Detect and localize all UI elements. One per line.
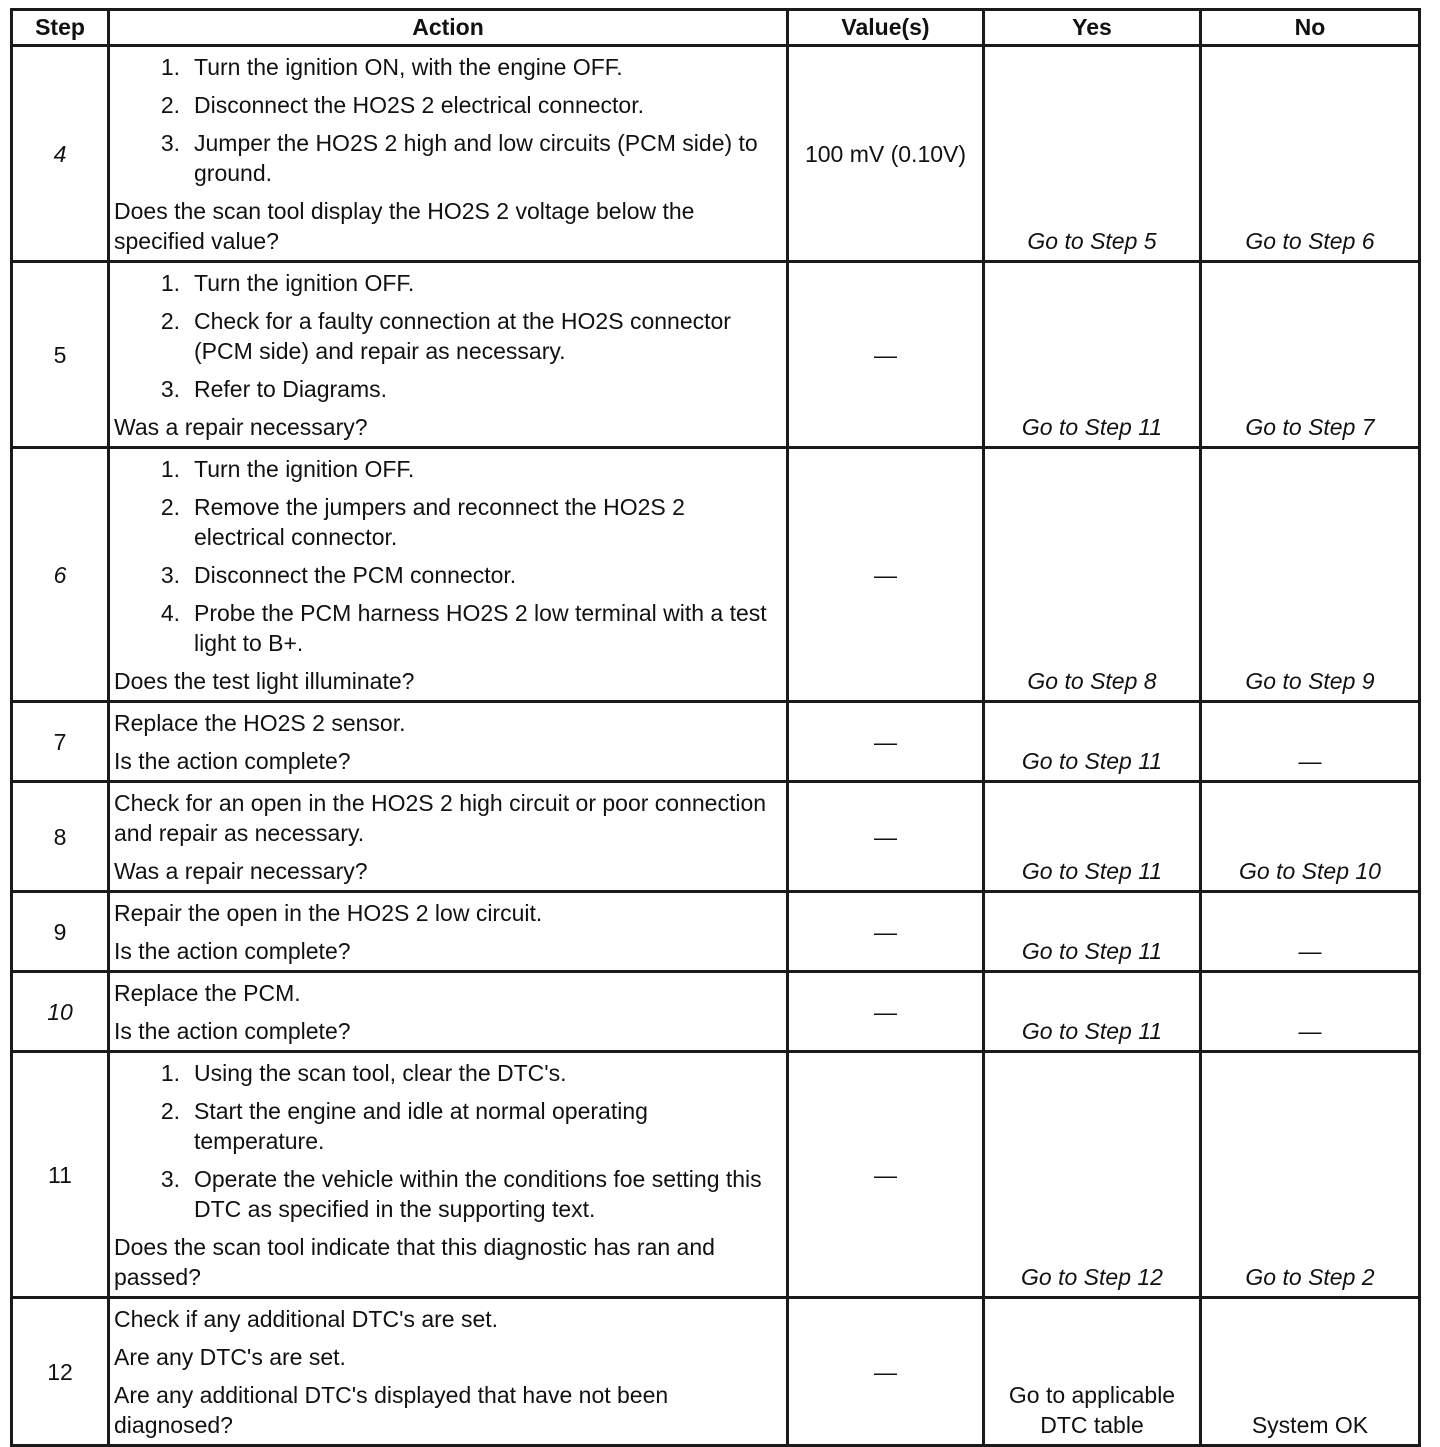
table-row [12,892,1420,972]
value-cell: — [788,1298,984,1446]
substep-number: 2. [160,92,180,118]
table-body [12,46,1420,1446]
yes-cell: Go to Step 8 [984,448,1201,702]
table-row [12,782,1420,892]
substep-text: Disconnect the PCM connector. [194,562,517,588]
substep-item [114,128,778,188]
yes-cell: Go to Step 11 [984,892,1201,972]
action-cell [109,702,788,782]
substep-number: 3. [160,130,180,156]
step-number: 12 [12,1298,109,1446]
step-number: 6 [12,448,109,702]
substep-text: Operate the vehicle within the conditions foe setting this DTC as specified in the supporting text. [194,1166,762,1222]
yes-cell: Go to Step 11 [984,262,1201,448]
substep-item [114,454,778,484]
action-text: Was a repair necessary? [114,858,368,884]
step-number: 10 [12,972,109,1052]
no-cell: System OK [1201,1298,1420,1446]
action-cell [109,1052,788,1298]
no-cell: — [1201,972,1420,1052]
substep-number: 1. [160,270,180,296]
substep-list [114,52,778,188]
substep-text: Jumper the HO2S 2 high and low circuits (PCM side) to ground. [194,130,758,186]
substep-number: 2. [160,1098,180,1124]
action-cell [109,262,788,448]
yes-cell: Go to Step 11 [984,972,1201,1052]
value-cell: — [788,892,984,972]
step-number: 4 [12,46,109,262]
action-text: Are any DTC's are set. [114,1344,346,1370]
value-cell: — [788,972,984,1052]
action-text: Replace the PCM. [114,980,301,1006]
diagnostic-table [10,8,1421,1447]
no-cell: Go to Step 2 [1201,1052,1420,1298]
header-step: Step [12,10,109,46]
substep-text: Turn the ignition OFF. [194,456,415,482]
substep-list [114,268,778,404]
value-cell: — [788,448,984,702]
table-row [12,262,1420,448]
no-cell: Go to Step 10 [1201,782,1420,892]
action-text: Is the action complete? [114,1018,351,1044]
substep-text: Turn the ignition OFF. [194,270,415,296]
value-cell: — [788,1052,984,1298]
substep-item [114,1058,778,1088]
yes-cell: Go to Step 5 [984,46,1201,262]
substep-number: 3. [160,1166,180,1192]
action-text: Does the scan tool display the HO2S 2 voltage below the specified value? [114,198,695,254]
action-text: Was a repair necessary? [114,414,368,440]
substep-item [114,306,778,366]
substep-number: 4. [160,600,180,626]
substep-text: Refer to Diagrams. [194,376,388,402]
yes-cell: Go to Step 11 [984,782,1201,892]
value-cell: — [788,782,984,892]
substep-item [114,90,778,120]
no-cell: Go to Step 6 [1201,46,1420,262]
action-text: Check if any additional DTC's are set. [114,1306,499,1332]
substep-item [114,268,778,298]
table-row [12,46,1420,262]
action-text: Repair the open in the HO2S 2 low circuit. [114,900,543,926]
step-number: 11 [12,1052,109,1298]
substep-text: Remove the jumpers and reconnect the HO2S 2 electrical connector. [194,494,685,550]
no-cell: Go to Step 7 [1201,262,1420,448]
action-text: Replace the HO2S 2 sensor. [114,710,406,736]
substep-number: 3. [160,376,180,402]
value-cell: — [788,702,984,782]
substep-item [114,1096,778,1156]
yes-cell: Go to applicable DTC table [984,1298,1201,1446]
action-text: Check for an open in the HO2S 2 high circuit or poor connection and repair as necessary. [114,790,767,846]
action-cell [109,1298,788,1446]
header-values: Value(s) [788,10,984,46]
substep-text: Turn the ignition ON, with the engine OFF. [194,54,623,80]
value-cell: — [788,262,984,448]
action-text: Is the action complete? [114,748,351,774]
substep-item [114,52,778,82]
table-row [12,1052,1420,1298]
yes-cell: Go to Step 12 [984,1052,1201,1298]
step-number: 7 [12,702,109,782]
substep-item [114,598,778,658]
substep-text: Probe the PCM harness HO2S 2 low terminal with a test light to B+. [194,600,767,656]
action-text: Are any additional DTC's displayed that have not been diagnosed? [114,1382,669,1438]
step-number: 5 [12,262,109,448]
substep-number: 2. [160,308,180,334]
action-cell [109,46,788,262]
action-cell [109,448,788,702]
no-cell: — [1201,702,1420,782]
header-row [12,10,1420,46]
table-row [12,702,1420,782]
substep-number: 1. [160,1060,180,1086]
value-cell: 100 mV (0.10V) [788,46,984,262]
substep-number: 1. [160,456,180,482]
action-cell [109,972,788,1052]
substep-text: Disconnect the HO2S 2 electrical connector. [194,92,645,118]
substep-item [114,1164,778,1224]
action-cell [109,892,788,972]
action-text: Does the scan tool indicate that this diagnostic has ran and passed? [114,1234,715,1290]
step-number: 8 [12,782,109,892]
substep-number: 1. [160,54,180,80]
substep-item [114,560,778,590]
no-cell: — [1201,892,1420,972]
substep-text: Check for a faulty connection at the HO2S connector (PCM side) and repair as necessary. [194,308,731,364]
header-no: No [1201,10,1420,46]
substep-number: 3. [160,562,180,588]
substep-list [114,454,778,658]
action-text: Is the action complete? [114,938,351,964]
substep-list [114,1058,778,1224]
header-action: Action [109,10,788,46]
substep-text: Using the scan tool, clear the DTC's. [194,1060,567,1086]
substep-item [114,492,778,552]
no-cell: Go to Step 9 [1201,448,1420,702]
substep-number: 2. [160,494,180,520]
yes-cell: Go to Step 11 [984,702,1201,782]
action-text: Does the test light illuminate? [114,668,415,694]
substep-text: Start the engine and idle at normal operating temperature. [194,1098,648,1154]
table-row [12,972,1420,1052]
substep-item [114,374,778,404]
table-row [12,448,1420,702]
table-row [12,1298,1420,1446]
header-yes: Yes [984,10,1201,46]
action-cell [109,782,788,892]
step-number: 9 [12,892,109,972]
